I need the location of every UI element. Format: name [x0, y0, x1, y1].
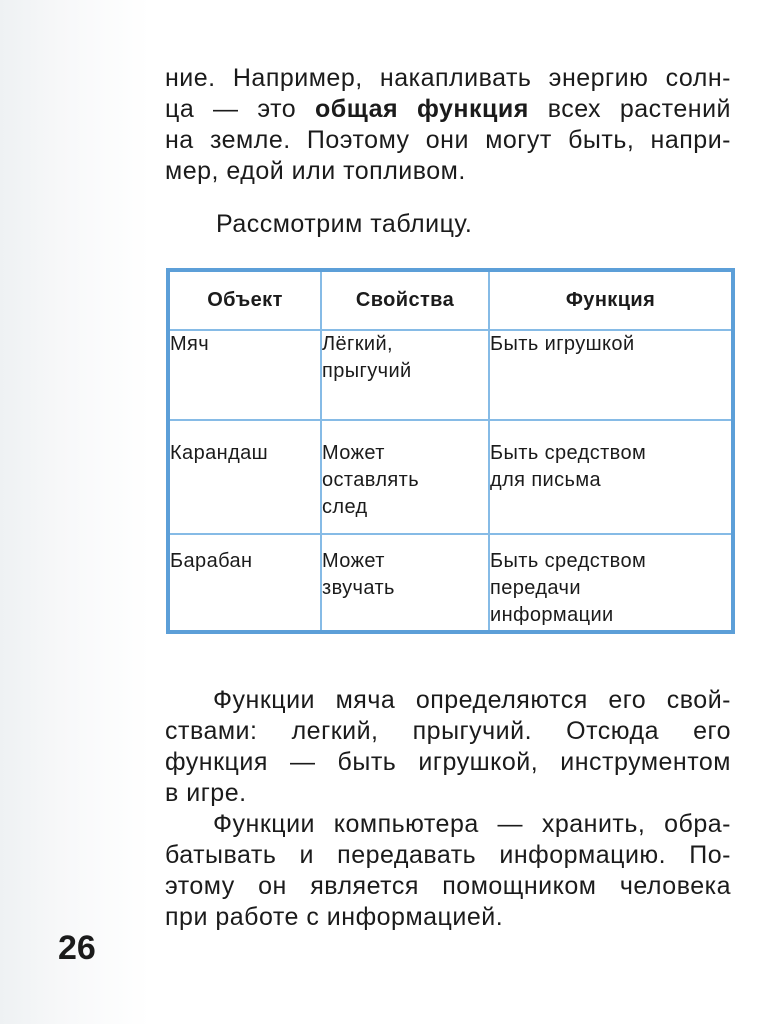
intro-line-4: мер, едой или топливом.: [165, 157, 466, 185]
intro-line-2-start: ца — это: [165, 95, 297, 123]
cell-line: след: [322, 496, 368, 518]
cell-function: [489, 534, 733, 632]
header-function: Функция: [489, 270, 733, 330]
cell-object: Мяч: [168, 330, 321, 420]
functions-table: [166, 268, 735, 634]
header-object: Объект: [168, 270, 321, 330]
table-row: [168, 534, 733, 632]
table-row: [168, 420, 733, 534]
cell-line: Быть средством: [490, 550, 647, 572]
cell-line: передачи: [490, 577, 581, 599]
cell-properties: [321, 534, 489, 632]
ball-line-1: Функции мяча определяются его свой-: [213, 686, 731, 714]
term-general-function: общая функция: [315, 95, 529, 123]
cell-function: [489, 330, 733, 420]
cell-function: [489, 420, 733, 534]
cell-properties: [321, 330, 489, 420]
intro-line-2: [165, 94, 731, 125]
cell-object: Карандаш: [168, 420, 321, 534]
cell-line: оставлять: [322, 469, 420, 491]
computer-line-3: этому он является помощником человека: [165, 872, 731, 900]
cell-line: информации: [490, 604, 614, 626]
cell-line: для письма: [490, 469, 602, 491]
header-properties: Свойства: [321, 270, 489, 330]
cell-object: Барабан: [168, 534, 321, 632]
computer-line-4: при работе с информацией.: [165, 903, 504, 931]
page-number: 26: [58, 929, 96, 967]
cell-line: прыгучий: [322, 360, 412, 382]
cell-line: Быть средством: [490, 442, 647, 464]
table-header-row: [168, 270, 733, 330]
table-intro-text: Рассмотрим таблицу.: [216, 210, 473, 238]
ball-line-2: ствами: легкий, прыгучий. Отсюда его: [165, 717, 731, 745]
intro-paragraph: [165, 63, 731, 187]
intro-line-1: ние. Например, накапливать энергию солн-: [165, 64, 731, 92]
cell-line: Лёгкий,: [322, 333, 393, 355]
ball-line-3: функция — быть игрушкой, инструментом: [165, 748, 731, 776]
cell-line: Может: [322, 442, 385, 464]
computer-line-2: батывать и передавать информацию. По-: [165, 841, 731, 869]
cell-line: звучать: [322, 577, 395, 599]
computer-paragraph: [165, 809, 731, 933]
ball-paragraph: [165, 685, 731, 809]
cell-line: Быть игрушкой: [490, 333, 635, 355]
cell-properties: [321, 420, 489, 534]
ball-line-4: в игре.: [165, 779, 247, 807]
intro-line-2-end: всех растений: [547, 95, 731, 123]
table-row: [168, 330, 733, 420]
cell-line: Может: [322, 550, 385, 572]
computer-line-1: Функции компьютера — хранить, обра-: [213, 810, 731, 838]
intro-line-3: на земле. Поэтому они могут быть, напри-: [165, 126, 731, 154]
